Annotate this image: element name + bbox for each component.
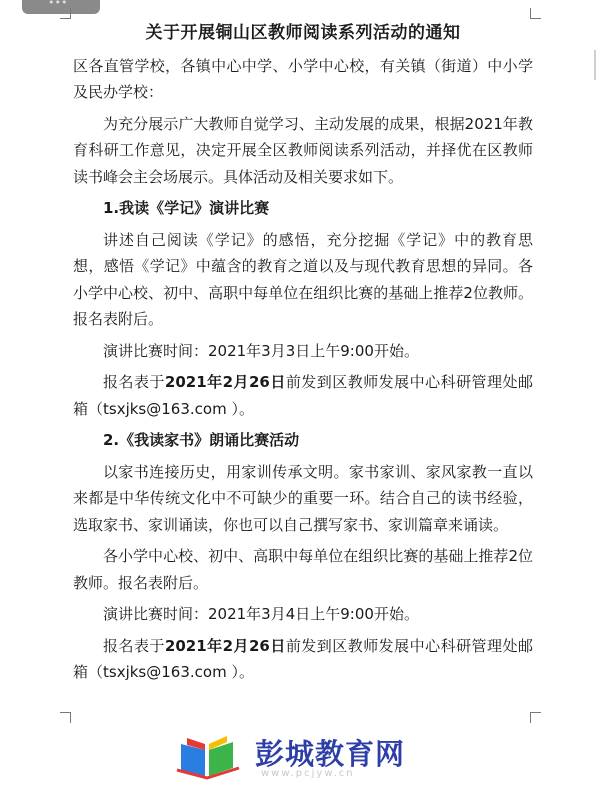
- section1-p3-pre: 报名表于: [103, 373, 165, 391]
- crop-mark-top-right: [530, 8, 541, 19]
- logo-text: 彭城教育网: [255, 737, 406, 771]
- logo-url-watermark: www.pcjyw.cn: [261, 768, 355, 779]
- section2-paragraph-2: 各小学中心校、初中、高职中每单位在组织比赛的基础上推荐2位教师。报名表附后。: [73, 547, 533, 592]
- section1-deadline: 2021年2月26日: [164, 373, 286, 391]
- section1-heading: 1.我读《学记》演讲比赛: [103, 199, 270, 217]
- section2-p4-pre: 报名表于: [103, 636, 165, 655]
- document-title: 关于开展铜山区教师阅读系列活动的通知: [145, 23, 461, 43]
- section1-paragraph-3: [73, 369, 533, 422]
- section2-p4-post: 前发到区教师发展中心科研管理处邮箱（tsxjks@163.com ）。: [73, 636, 533, 681]
- section2-paragraph-1: 以家书连接历史，用家训传承文明。家书家训、家风家教一直以来都是中华传统文化中不可缺少的重要一环。结合自己的读书经验，选取家书、家训诵读，你也可以自己撰写家书、家训篇章来诵读。: [73, 462, 533, 534]
- crop-mark-bottom-right: [530, 712, 541, 723]
- crop-mark-bottom-left: [60, 712, 71, 723]
- section1-paragraph-1: 讲述自己阅读《学记》的感悟，充分挖掘《学记》中的教育思想，感悟《学记》中蕴含的教育之道以及与现代教育思想的异同。各小学中心校、初中、高职中每单位在组织比赛的基础上推荐2位教师。报名表附后。: [73, 230, 533, 328]
- section1-p3-post: 前发到区教师发展中心科研管理处邮箱（tsxjks@163.com ）。: [73, 373, 533, 418]
- section2-paragraph-3: 演讲比赛时间：2021年3月4日上午9:00开始。: [103, 605, 419, 623]
- salutation: 区各直管学校，各镇中心中学、小学中心校，有关镇（街道）中小学及民办学校：: [73, 56, 533, 101]
- site-logo[interactable]: [175, 728, 435, 784]
- section2-paragraph-4: [73, 633, 533, 686]
- scrollbar[interactable]: [594, 50, 596, 80]
- top-tab-label: •••: [48, 0, 68, 9]
- crop-mark-top-left: [60, 8, 71, 19]
- document-body: [73, 20, 533, 691]
- intro-paragraph: 为充分展示广大教师自觉学习、主动发展的成果，根据2021年教育科研工作意见，决定开展全区教师阅读系列活动，并择优在区教师读书峰会主会场展示。具体活动及相关要求如下。: [73, 114, 533, 186]
- section2-deadline: 2021年2月26日: [164, 636, 286, 655]
- section1-paragraph-2: 演讲比赛时间：2021年3月3日上午9:00开始。: [103, 341, 419, 360]
- section2-heading: 2.《我读家书》朗诵比赛活动: [103, 431, 300, 449]
- book-logo-icon: [175, 730, 243, 780]
